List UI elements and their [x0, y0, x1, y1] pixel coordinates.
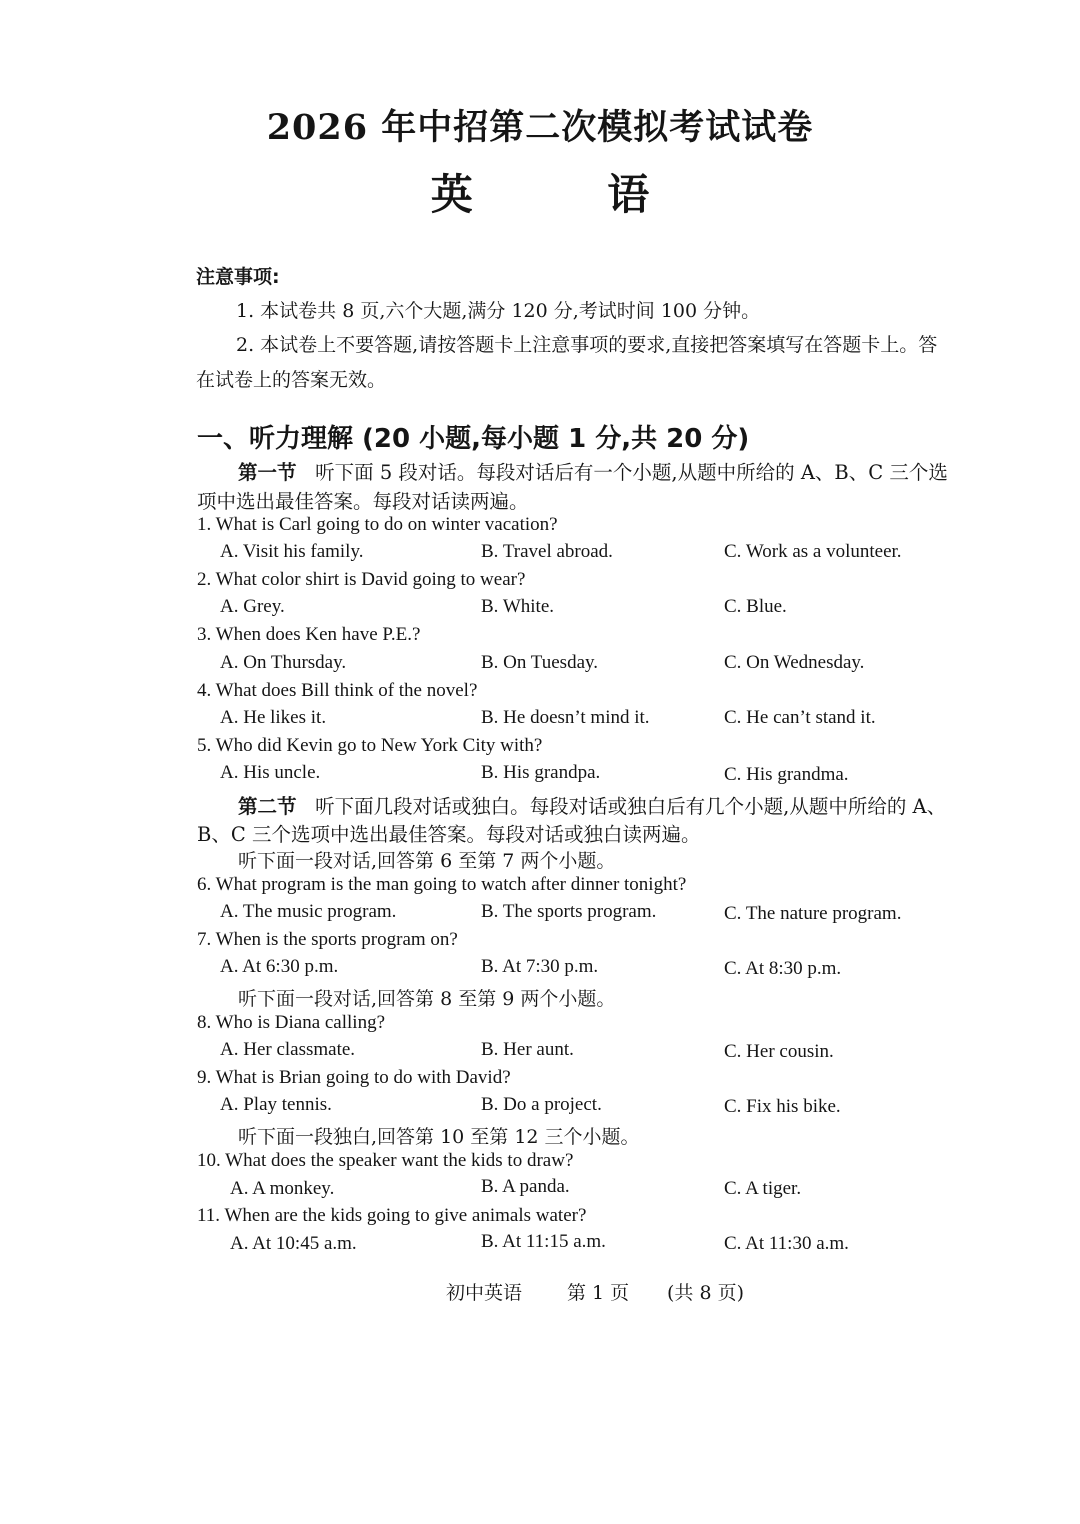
footer-course: 初中英语	[446, 1282, 523, 1304]
option-9a: A. Play tennis.	[220, 1094, 332, 1115]
option-1a: A. Visit his family.	[220, 541, 364, 562]
option-6b: B. The sports program.	[481, 901, 657, 922]
part2-intro-line-1	[238, 791, 946, 819]
option-11a: A. At 10:45 a.m.	[230, 1233, 357, 1254]
question-7: 7. When is the sports program on?	[197, 929, 458, 950]
option-6c: C. The nature program.	[724, 903, 902, 924]
option-2a: A. Grey.	[220, 596, 285, 617]
option-10b: B. A panda.	[481, 1176, 570, 1197]
option-1b: B. Travel abroad.	[481, 541, 613, 562]
question-4: 4. What does Bill think of the novel?	[197, 680, 478, 701]
option-3c: C. On Wednesday.	[724, 652, 865, 673]
footer-page-number: 第 1 页	[567, 1282, 630, 1304]
question-8: 8. Who is Diana calling?	[197, 1012, 386, 1033]
option-11b: B. At 11:15 a.m.	[481, 1231, 606, 1252]
option-5b: B. His grandpa.	[481, 762, 601, 783]
question-3: 3. When does Ken have P.E.?	[197, 624, 421, 645]
option-2b: B. White.	[481, 596, 555, 617]
option-4c: C. He can’t stand it.	[724, 707, 876, 728]
option-8a: A. Her classmate.	[220, 1039, 356, 1060]
notice-heading: 注意事项:	[196, 266, 280, 288]
option-9c: C. Fix his bike.	[724, 1096, 841, 1117]
subject-title: 英 语	[430, 170, 710, 219]
lead-6-7: 听下面一段对话,回答第 6 至第 7 两个小题。	[238, 850, 616, 872]
option-7b: B. At 7:30 p.m.	[481, 956, 599, 977]
option-6a: A. The music program.	[220, 901, 397, 922]
part1-intro-line-2: 项中选出最佳答案。每段对话读两遍。	[197, 490, 529, 513]
part2-intro-line-2: B、C 三个选项中选出最佳答案。每段对话或独白读两遍。	[197, 823, 701, 846]
question-9: 9. What is Brian going to do with David?	[197, 1067, 511, 1088]
question-10: 10. What does the speaker want the kids to draw?	[197, 1150, 574, 1171]
option-5a: A. His uncle.	[220, 762, 321, 783]
option-10c: C. A tiger.	[724, 1178, 802, 1199]
notice-item-1: 1. 本试卷共 8 页,六个大题,满分 120 分,考试时间 100 分钟。	[236, 300, 761, 322]
option-8b: B. Her aunt.	[481, 1039, 574, 1060]
part1-text: 听下面 5 段对话。每段对话后有一个小题,从题中所给的 A、B、C 三个选	[315, 461, 948, 484]
option-3a: A. On Thursday.	[220, 652, 347, 673]
question-11: 11. When are the kids going to give animals water?	[197, 1205, 587, 1226]
option-4b: B. He doesn’t mind it.	[481, 707, 650, 728]
notice-item-2-line-2: 在试卷上的答案无效。	[196, 369, 387, 391]
option-2c: C. Blue.	[724, 596, 787, 617]
option-7c: C. At 8:30 p.m.	[724, 958, 842, 979]
option-11c: C. At 11:30 a.m.	[724, 1233, 849, 1254]
exam-title: 2026 年中招第二次模拟考试试卷	[266, 107, 814, 148]
option-5c: C. His grandma.	[724, 764, 849, 785]
question-6: 6. What program is the man going to watch after dinner tonight?	[197, 874, 687, 895]
question-1: 1. What is Carl going to do on winter vacation?	[197, 514, 558, 535]
option-8c: C. Her cousin.	[724, 1041, 834, 1062]
option-1c: C. Work as a volunteer.	[724, 541, 902, 562]
footer-total-pages: (共 8 页)	[667, 1282, 744, 1304]
lead-8-9: 听下面一段对话,回答第 8 至第 9 两个小题。	[238, 988, 616, 1010]
part1-intro-line-1	[238, 457, 948, 485]
notice-item-2-line-1: 2. 本试卷上不要答题,请按答题卡上注意事项的要求,直接把答案填写在答题卡上。答	[236, 334, 938, 356]
part2-text: 听下面几段对话或独白。每段对话或独白后有几个小题,从题中所给的 A、	[315, 795, 947, 818]
option-7a: A. At 6:30 p.m.	[220, 956, 339, 977]
option-9b: B. Do a project.	[481, 1094, 602, 1115]
part1-label: 第一节	[238, 461, 297, 484]
question-5: 5. Who did Kevin go to New York City with?	[197, 735, 543, 756]
part2-label: 第二节	[238, 795, 297, 818]
option-4a: A. He likes it.	[220, 707, 327, 728]
question-2: 2. What color shirt is David going to wear?	[197, 569, 526, 590]
section-heading: 一、听力理解 (20 小题,每小题 1 分,共 20 分)	[197, 424, 750, 454]
lead-10-12: 听下面一段独白,回答第 10 至第 12 三个小题。	[238, 1126, 640, 1148]
option-3b: B. On Tuesday.	[481, 652, 599, 673]
option-10a: A. A monkey.	[230, 1178, 335, 1199]
